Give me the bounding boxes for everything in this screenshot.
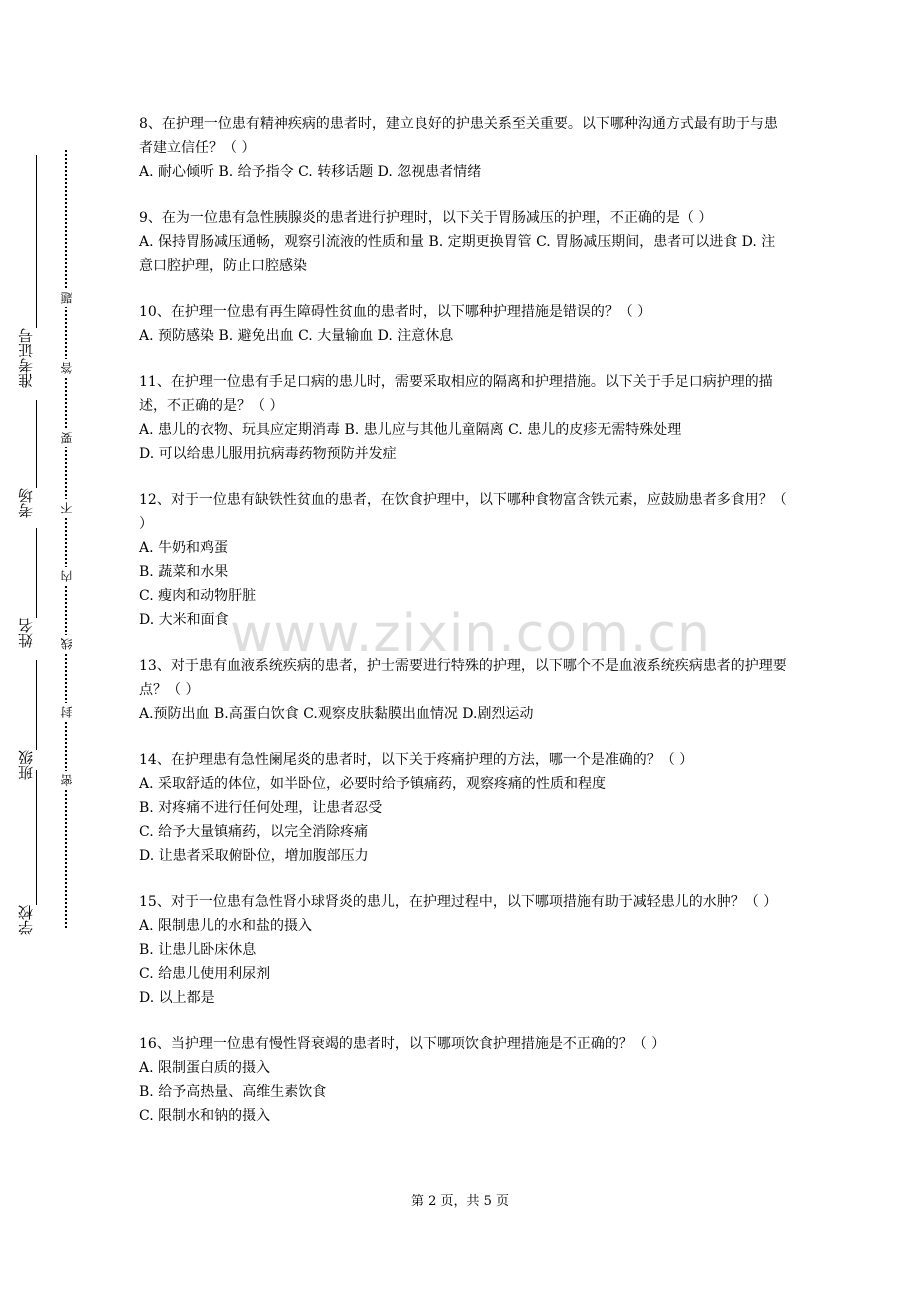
option-b: B. 给予高热量、高维生素饮食: [139, 1084, 327, 1100]
option-d: D. 大米和面食: [139, 612, 229, 628]
question-stem: 8、在护理一位患有精神疾病的患者时，建立良好的护患关系至关重要。以下哪种沟通方式最有助于与患者建立信任？（ ）: [139, 116, 778, 156]
binding-margin: [0, 0, 80, 1302]
question-stem: 12、对于一位患有缺铁性贫血的患者，在饮食护理中，以下哪种食物富含铁元素，应鼓励患者多食用？（ ）: [139, 492, 787, 532]
option-c: C. 给患儿使用利尿剂: [139, 966, 271, 982]
class-underline: [36, 660, 37, 750]
ticket-number-label: 准考证号: [17, 328, 35, 388]
seal-char: 不: [58, 499, 74, 517]
seal-char: 答: [58, 359, 74, 377]
question-11: [139, 370, 789, 466]
ticket-number-underline: [36, 155, 37, 328]
name-label: 姓名: [17, 618, 35, 648]
option-b: B. 对疼痛不进行任何处理，让患者忍受: [139, 800, 383, 816]
seal-char: 线: [58, 635, 74, 653]
question-stem: 11、在护理一位患有手足口病的患儿时，需要采取相应的隔离和护理措施。以下关于手足口病护理的描述，不正确的是？（ ）: [139, 374, 773, 414]
name-underline: [36, 528, 37, 618]
class-label: 班级: [17, 750, 35, 780]
options-line: A. 耐心倾听 B. 给予指令 C. 转移话题 D. 忽视患者情绪: [139, 164, 482, 180]
seal-char: 密: [58, 771, 74, 789]
options-line: A. 保持胃肠减压通畅，观察引流液的性质和量 B. 定期更换胃管 C. 胃肠减压期间，患者可以进食 D. 注意口腔护理，防止口腔感染: [139, 234, 776, 274]
seal-char: 题: [58, 289, 74, 307]
question-15: [139, 890, 789, 1010]
question-stem: 16、当护理一位患有慢性肾衰竭的患者时，以下哪项饮食护理措施是不正确的？（ ）: [139, 1036, 666, 1052]
seal-char: 内: [58, 567, 74, 585]
question-stem: 13、对于患有血液系统疾病的患者，护士需要进行特殊的护理，以下哪个不是血液系统疾病患者的护理要点？（ ）: [139, 658, 787, 698]
question-12: [139, 488, 789, 632]
seal-char: 封: [58, 703, 74, 721]
question-list: [139, 112, 789, 1150]
exam-room-underline: [36, 400, 37, 488]
options-line: D. 可以给患儿服用抗病毒药物预防并发症: [139, 446, 397, 462]
school-label: 学校: [17, 905, 35, 935]
option-c: C. 给予大量镇痛药，以完全消除疼痛: [139, 824, 369, 840]
question-10: [139, 300, 789, 348]
option-a: A. 限制蛋白质的摄入: [139, 1060, 271, 1076]
question-14: [139, 748, 789, 868]
question-9: [139, 206, 789, 278]
options-line: A. 预防感染 B. 避免出血 C. 大量输血 D. 注意休息: [139, 328, 454, 344]
school-underline: [36, 770, 37, 905]
option-d: D. 让患者采取俯卧位，增加腹部压力: [139, 848, 369, 864]
option-a: A. 采取舒适的体位，如半卧位，必要时给予镇痛药，观察疼痛的性质和程度: [139, 776, 607, 792]
seal-char: 要: [58, 429, 74, 447]
exam-room-label: 考场: [17, 488, 35, 518]
option-d: D. 以上都是: [139, 990, 215, 1006]
options-line: A. 患儿的衣物、玩具应定期消毒 B. 患儿应与其他儿童隔离 C. 患儿的皮疹无需特殊处理: [139, 422, 682, 438]
question-8: [139, 112, 789, 184]
question-stem: 9、在为一位患有急性胰腺炎的患者进行护理时，以下关于胃肠减压的护理，不正确的是（ ）: [139, 210, 713, 226]
question-16: [139, 1032, 789, 1128]
option-a: A. 限制患儿的水和盐的摄入: [139, 918, 313, 934]
page-number-footer: 第 2 页，共 5 页: [410, 1194, 510, 1209]
option-c: C. 限制水和钠的摄入: [139, 1108, 271, 1124]
options-line: A.预防出血 B.高蛋白饮食 C.观察皮肤黏膜出血情况 D.剧烈运动: [139, 706, 534, 722]
question-stem: 15、对于一位患有急性肾小球肾炎的患儿，在护理过程中，以下哪项措施有助于减轻患儿的水肿？（ ）: [139, 894, 778, 910]
option-b: B. 让患儿卧床休息: [139, 942, 257, 958]
watermark: www.zixin.com.cn: [230, 604, 711, 664]
option-c: C. 瘦肉和动物肝脏: [139, 588, 257, 604]
seal-dotted-line: [65, 150, 67, 928]
question-stem: 10、在护理一位患有再生障碍性贫血的患者时，以下哪种护理措施是错误的？（ ）: [139, 304, 652, 320]
question-13: [139, 654, 789, 726]
option-b: B. 蔬菜和水果: [139, 564, 229, 580]
option-a: A. 牛奶和鸡蛋: [139, 540, 229, 556]
question-stem: 14、在护理患有急性阑尾炎的患者时，以下关于疼痛护理的方法，哪一个是准确的？（ ）: [139, 752, 694, 768]
